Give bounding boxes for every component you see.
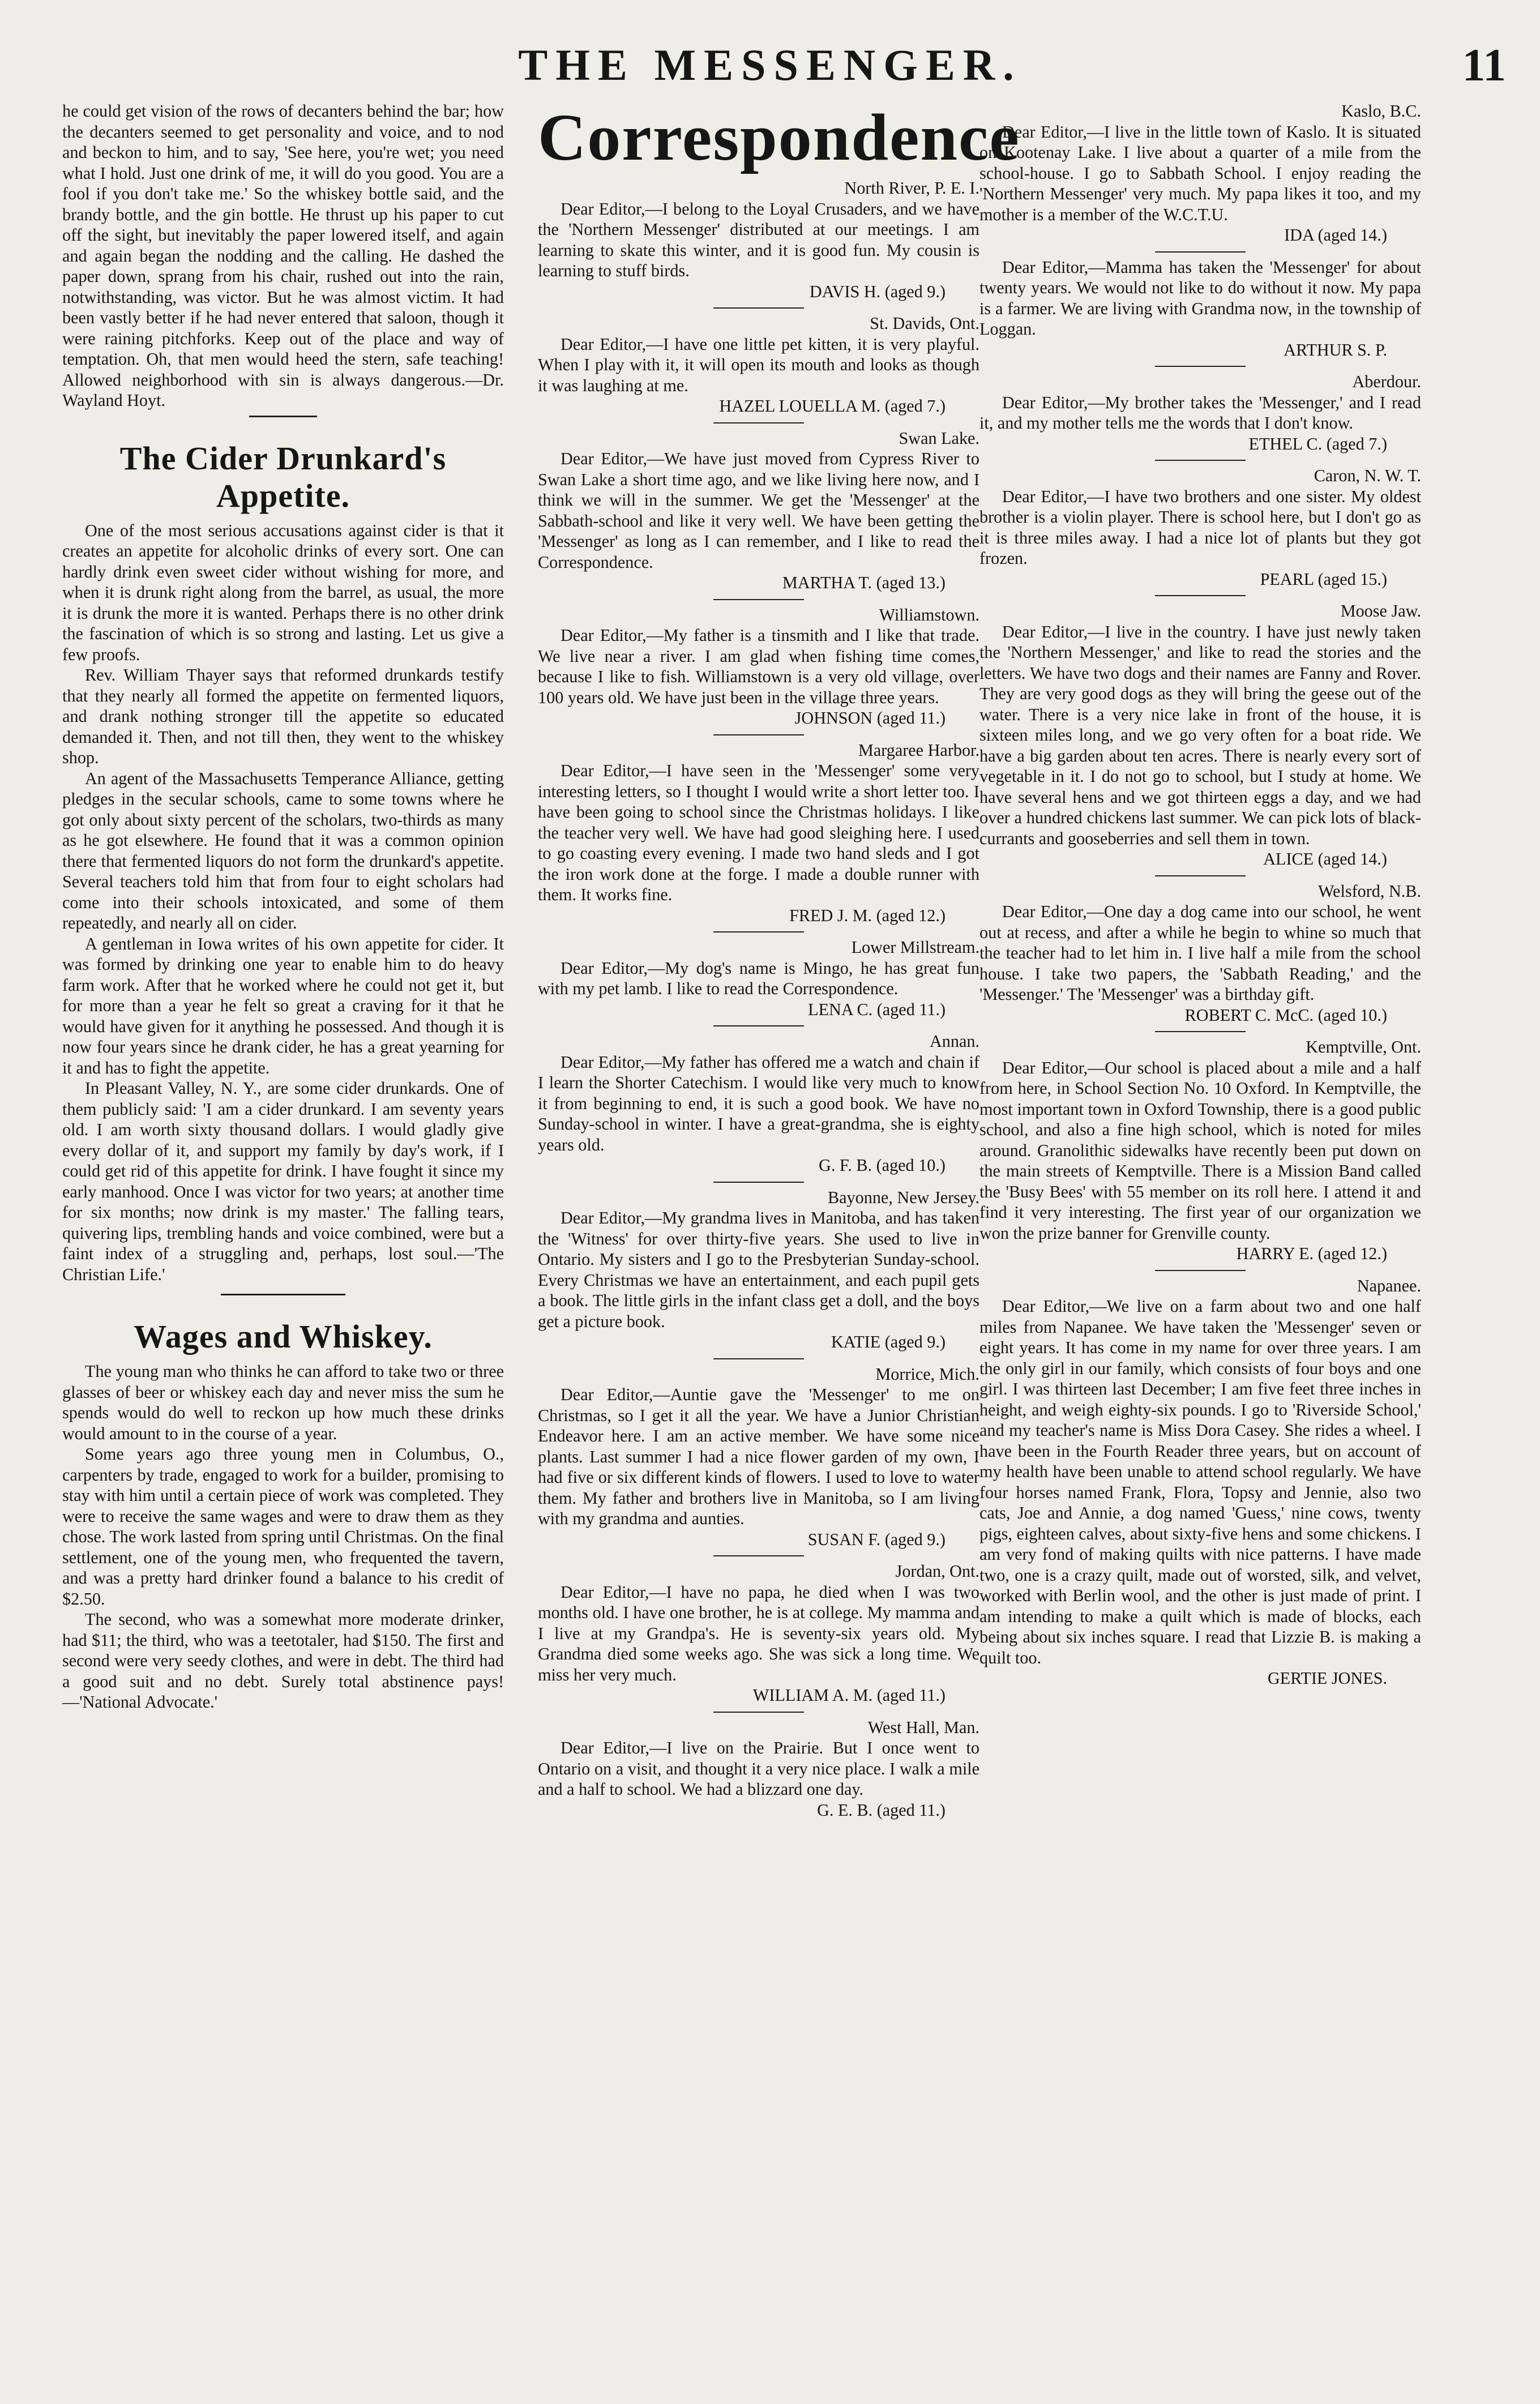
- letter-separator: [713, 1712, 804, 1713]
- letter-separator: [713, 599, 804, 600]
- letter-signature: JOHNSON (aged 11.): [794, 708, 946, 728]
- article-paragraph: One of the most serious accusations against cider is that it creates an appetite for alcoholic drinks of every sort. One can hardly drink even sweet cider without wishing for more, and when it is drunk right along from the barrel, as usual, the more it is drunk the more it is wanted. Perhaps there is no other drink the fascination of which is so strong and lasting. Let us give a few proofs.: [62, 520, 504, 664]
- letter-signature: WILLIAM A. M. (aged 11.): [752, 1686, 946, 1705]
- letter: [538, 937, 979, 1026]
- article-paragraph: In Pleasant Valley, N. Y., are some cider drunkards. One of them publicly said: 'I am a cider drunkard. I am seventy years old. I am worth sixty thousand dollars. I would gladly give every dollar of it, and support my family by day's work, if I could get rid of this appetite for drink. I have fought it since my early manhood. Once I was victor for two years; at another time for six months; now drink is my master.' The falling tears, quivering lips, trembling hands and voice combined, were but a faint index of a struggling and, perhaps, lost soul.—'The Christian Life.': [62, 1079, 504, 1284]
- article-paragraph: A gentleman in Iowa writes of his own appetite for cider. It was formed by drinking one year to enable him to do heavy farm work. After that he worked where he could not get it, but for more than a year he felt so great a craving for it that he would have given for it anything he possessed. And though it is now four years since he drank cider, he has a great yearning for it and has to fight the appetite.: [62, 934, 504, 1077]
- masthead: [0, 34, 1540, 96]
- letter-separator: [713, 1358, 804, 1359]
- article-title-cider: The Cider Drunkard's Appetite.: [119, 439, 447, 514]
- letter-body: Dear Editor,—My brother takes the 'Messenger,' and I read it, and my mother tells me the words that I don't know.: [979, 392, 1421, 433]
- article-paragraph: An agent of the Massachusetts Temperance Alliance, getting pledges in the secular schools, came to some towns where he got only about sixty percent of the scholars, two-thirds as many as he got elsewhere. He found that it was a common opinion there that fermented liquors do not form the drunkard's appetite. Several teachers told him that from four to eight scholars had come into their schools intoxicated, and some of them repeatedly, and nearly all on cider.: [62, 768, 504, 932]
- letter-place: St. Davids, Ont.: [870, 314, 979, 333]
- divider: [221, 1294, 345, 1295]
- letter-place: Bayonne, New Jersey.: [828, 1187, 979, 1207]
- letter-body: Dear Editor,—My father is a tinsmith and I like that trade. We live near a river. I am glad when fishing time comes, because I like to fish. Williamstown is a very old village, over 100 years old. We have just been in the village three years.: [538, 626, 979, 707]
- letter-separator: [1155, 1031, 1246, 1032]
- letter-place: Annan.: [929, 1032, 979, 1051]
- letter-signature: ROBERT C. McC. (aged 10.): [1184, 1005, 1387, 1025]
- letter-signature: PEARL (aged 15.): [1260, 569, 1387, 589]
- letter-body: Dear Editor,—Our school is placed about a mile and a half from here, in School Section No. 10 Oxford. In Kemptville, the most important town in Oxford Township, there is a good public school, and also a fine high school, which is noted for miles around. Granolithic sidewalks have recently been put down on the main streets of Kemptville. There is a Mission Band called the 'Busy Bees' with 55 member on its roll here. I attend it and find it very interesting. The first year of our organization we won the prize banner for Grenville county.: [979, 1058, 1421, 1243]
- letter-signature: ARTHUR S. P.: [1284, 340, 1387, 360]
- divider: [249, 416, 317, 417]
- letter-place: Kaslo, B.C.: [1341, 101, 1421, 121]
- letter: [538, 1187, 979, 1359]
- article-paragraph: Rev. William Thayer says that reformed drunkards testify that they nearly all formed the appetite on fermented liquors, and drank nothing stronger till the appetite so educated demanded it. Then, and not till then, they went to the whiskey shop.: [62, 665, 504, 767]
- letter: [538, 1031, 979, 1183]
- letter: [979, 101, 1421, 253]
- letter: [538, 1717, 979, 1821]
- letter: [979, 1276, 1421, 1689]
- letter-body: Dear Editor,—Mamma has taken the 'Messenger' for about twenty years. We would not like to do without it now. My papa is a farmer. We are living with Grandma now, in the township of Loggan.: [979, 257, 1421, 339]
- correspondence-letters: [538, 178, 979, 1820]
- letter-place: Jordan, Ont.: [895, 1562, 979, 1581]
- letter: [979, 465, 1421, 596]
- letter-signature: KATIE (aged 9.): [831, 1332, 946, 1351]
- letter-body: Dear Editor,—Auntie gave the 'Messenger' to me on Christmas, so I get it all the year. We have a Junior Christian Endeavor here. I am an active member. We have some nice plants. Last summer I had a nice flower garden of my own, I had five or six different kinds of flowers. I used to love to water them. My father and brothers live in Manitoba, so I am living with my grandma and aunties.: [538, 1385, 979, 1528]
- letter-place: Moose Jaw.: [1340, 601, 1421, 621]
- letter-separator: [713, 734, 804, 735]
- letter: [979, 257, 1421, 367]
- masthead-title: THE MESSENGER.: [518, 40, 1022, 89]
- left-column: [62, 101, 504, 1713]
- letter-signature: HARRY E. (aged 12.): [1236, 1244, 1387, 1263]
- letter-signature: DAVIS H. (aged 9.): [809, 281, 946, 301]
- letter-separator: [713, 307, 804, 309]
- letter: [538, 313, 979, 424]
- letter-body: Dear Editor,—My dog's name is Mingo, he has great fun with my pet lamb. I like to read the Correspondence.: [538, 958, 979, 998]
- letter-separator: [1155, 595, 1246, 596]
- letter-place: Williamstown.: [879, 605, 979, 624]
- letter-signature: GERTIE JONES.: [1267, 1669, 1387, 1688]
- letter-body: Dear Editor,—I have one little pet kitten, it is very playful. When I play with it, it will open its mouth and looks as though it was laughing at me.: [538, 334, 979, 395]
- article-paragraph: The second, who was a somewhat more moderate drinker, had $11; the third, who was a teetotaler, had $150. The first and second were very seedy clothes, and were in debt. The third had a good suit and no debt. Surely total abstinence pays!—'National Advocate.': [62, 1610, 504, 1712]
- letter-signature: SUSAN F. (aged 9.): [807, 1529, 946, 1549]
- letter: [979, 881, 1421, 1033]
- letter-signature: ETHEL C. (aged 7.): [1248, 434, 1387, 454]
- letter-body: Dear Editor,—We have just moved from Cypress River to Swan Lake a short time ago, and we like living here now, and I think we will in the summer. We get the 'Messenger' at the Sabbath-school and like it very well. We have been getting the 'Messenger' as long as I can remember, and I like to read the Correspondence.: [538, 449, 979, 572]
- letter-separator: [1155, 366, 1246, 367]
- article-paragraph: Some years ago three young men in Columbus, O., carpenters by trade, engaged to work for a builder, promising to stay with him until a certain piece of work was completed. They were to receive the same wages and were to draw them as they chose. The work lasted from spring until Christmas. On the final settlement, one of the young men, who frequented the tavern, and was a pretty hard drinker found a balance to his credit of $2.50.: [62, 1444, 504, 1609]
- letter-place: Caron, N. W. T.: [1314, 466, 1421, 485]
- letter-separator: [1155, 251, 1246, 253]
- correspondence-letters-continued: [979, 101, 1421, 1689]
- intro-paragraph: he could get vision of the rows of decanters behind the bar; how the decanters seemed to get personality and voice, and to nod and beckon to him, and to say, 'See here, you're wet; you need what I hold. Just one drink of me, it will do you good. You are a fool if you don't take me.' So the whiskey bottle said, and the brandy bottle, and the gin bottle. He thrust up his paper to cut off the sight, but inevitably the paper lowered itself, and again and again began the nodding and the calling. He dashed the paper down, sprang from his chair, rushed out into the rain, notwithstanding, was victor. But he was almost victim. It had been vastly better if he had never entered that saloon, though it were raining pitchforks. Keep out of the place and way of temptation. Oh, that men would heed the stern, safe teaching! Allowed neighborhood with sin is always dangerous.—Dr. Wayland Hoyt.: [62, 101, 504, 410]
- letter-body: Dear Editor,—We live on a farm about two and one half miles from Napanee. We have taken the 'Messenger' seven or eight years. It has come in my name for over three years. I am the only girl in our family, which consists of four boys and one girl. I was thirteen last December; I am five feet three inches in height, and weigh eighty-six pounds. I go to 'Riverside School,' and my teacher's name is Miss Dora Casey. She rides a wheel. I have been in the Fourth Reader three years, but on account of my health have been unable to attend school regularly. We have four horses named Frank, Flora, Topsy and Jennie, also two cats, Joe and Annie, a dog named 'Guess,' nine cows, twenty pigs, eighteen calves, about sixty-five hens and some chickens. I am very fond of making quilts with nice patterns. I have made two, one is a crazy quilt, made out of worsted, silk, and velvet, worked with Berlin wool, and the other is just made of print. I am intending to make a quilt which is made of blocks, each being about six inches square. I read that Lizzie B. is making a quilt too.: [979, 1297, 1421, 1667]
- letter-separator: [1155, 1270, 1246, 1271]
- letter: [979, 371, 1421, 461]
- letter-body: Dear Editor,—I live on the Prairie. But I once went to Ontario on a visit, and thought it a very nice place. I walk a mile and a half to school. We had a blizzard one day.: [538, 1738, 979, 1799]
- letter: [538, 740, 979, 933]
- letter-separator: [713, 1025, 804, 1026]
- letter: [979, 601, 1421, 876]
- letter-signature: FRED J. M. (aged 12.): [789, 905, 946, 925]
- letter-body: Dear Editor,—My grandma lives in Manitoba, and has taken the 'Witness' for over thirty-five years. She used to live in Ontario. My sisters and I go to the Presbyterian Sunday-school. Every Christmas we have an entertainment, and each pupil gets a book. The little girls in the infant class get a doll, and the boys get a picture book.: [538, 1208, 979, 1331]
- letter-separator: [713, 931, 804, 932]
- letter-place: Kemptville, Ont.: [1306, 1037, 1421, 1056]
- letter-separator: [713, 1182, 804, 1183]
- letter-place: Margaree Harbor.: [858, 740, 979, 760]
- letter-body: Dear Editor,—One day a dog came into our school, he went out at recess, and after a while he begin to whine so much that the teacher had to let him in. I live half a mile from the school house. I take two papers, the 'Sabbath Reading,' and the 'Messenger.' The 'Messenger' was a birthday gift.: [979, 902, 1421, 1004]
- letter-separator: [713, 422, 804, 424]
- letter-body: Dear Editor,—My father has offered me a watch and chain if I learn the Shorter Catechism. I would like very much to know it from beginning to end, it is such a good book. We have no Sunday-school in winter. I have a great-grandma, she is eighty years old.: [538, 1052, 979, 1154]
- letter: [538, 1561, 979, 1713]
- letter-separator: [1155, 875, 1246, 876]
- letter-body: Dear Editor,—I live in the country. I have just newly taken the 'Northern Messenger,' and like to read the stories and the letters. We have two dogs and their names are Fanny and Rover. They are very good dogs as they will bring the geese out of the water. There is a very nice lake in front of the house, it is sixteen miles long, and we go very often for a boat ride. We have a big garden about ten acres. There is nearly every sort of vegetable in it. I do not go to school, but I study at home. We have several hens and we got thirteen eggs a day, and we had over a hundred chickens last summer. We can pick lots of black-currants and gooseberries and sell them in town.: [979, 622, 1421, 848]
- article-title-wages: Wages and Whiskey.: [134, 1318, 433, 1355]
- letter-place: Aberdour.: [1352, 372, 1421, 391]
- letter: [979, 1037, 1421, 1271]
- letter: [538, 178, 979, 309]
- letter-body: Dear Editor,—I have no papa, he died when I was two months old. I have one brother, he is at college. My mamma and I live at my Grandpa's. He is seventy-six years old. My Grandma died some weeks ago. She was sick a long time. We miss her very much.: [538, 1582, 979, 1684]
- letter-place: West Hall, Man.: [867, 1717, 979, 1737]
- letter-place: North River, P. E. I.: [844, 178, 979, 198]
- letter-signature: IDA (aged 14.): [1284, 225, 1387, 245]
- letter-signature: ALICE (aged 14.): [1263, 849, 1387, 869]
- letter: [538, 605, 979, 735]
- letter: [538, 428, 979, 600]
- correspondence-title: Correspondence: [538, 100, 1020, 174]
- letter-separator: [713, 1555, 804, 1556]
- letter-place: Welsford, N.B.: [1317, 881, 1421, 901]
- right-column: [979, 101, 1421, 1691]
- letter-body: Dear Editor,—I have seen in the 'Messenger' some very interesting letters, so I thought I would write a short letter too. I have been going to school since the Christmas holidays. I like the teacher very well. We have had good sleighing here. I used to go coasting every evening. I made two hand sleds and I got the iron work done at the forge. I made a double runner with them. It works fine.: [538, 761, 979, 904]
- letter: [538, 1364, 979, 1557]
- letter-separator: [1155, 460, 1246, 461]
- letter-signature: HAZEL LOUELLA M. (aged 7.): [719, 396, 946, 416]
- letter-signature: MARTHA T. (aged 13.): [782, 573, 946, 592]
- page-number: 11: [1462, 39, 1506, 91]
- middle-column: [538, 100, 1020, 1823]
- letter-place: Swan Lake.: [899, 428, 979, 448]
- letter-body: Dear Editor,—I live in the little town of Kaslo. It is situated on Kootenay Lake. I live about a quarter of a mile from the school-house. I go to Sabbath School. I enjoy reading the 'Northern Messenger' very much. My papa likes it too, and my mother is a member of the W.C.T.U.: [979, 122, 1421, 224]
- letter-place: Napanee.: [1357, 1276, 1421, 1295]
- letter-signature: LENA C. (aged 11.): [808, 999, 946, 1019]
- letter-place: Morrice, Mich.: [875, 1364, 979, 1384]
- letter-body: Dear Editor,—I have two brothers and one sister. My oldest brother is a violin player. There is school here, but I don't go as it is three miles away. I had a nice lot of plants but they got frozen.: [979, 486, 1421, 568]
- letter-place: Lower Millstream.: [851, 938, 979, 957]
- article-paragraph: The young man who thinks he can afford to take two or three glasses of beer or whiskey each day and never miss the sum he spends would do well to reckon up how much these drinks would amount to in the course of a year.: [62, 1362, 504, 1443]
- letter-signature: G. E. B. (aged 11.): [817, 1800, 946, 1820]
- letter-signature: G. F. B. (aged 10.): [819, 1156, 946, 1175]
- letter-body: Dear Editor,—I belong to the Loyal Crusaders, and we have the 'Northern Messenger' distributed at our meetings. I am learning to skate this winter, and it is good fun. My cousin is learning to stuff birds.: [538, 199, 979, 280]
